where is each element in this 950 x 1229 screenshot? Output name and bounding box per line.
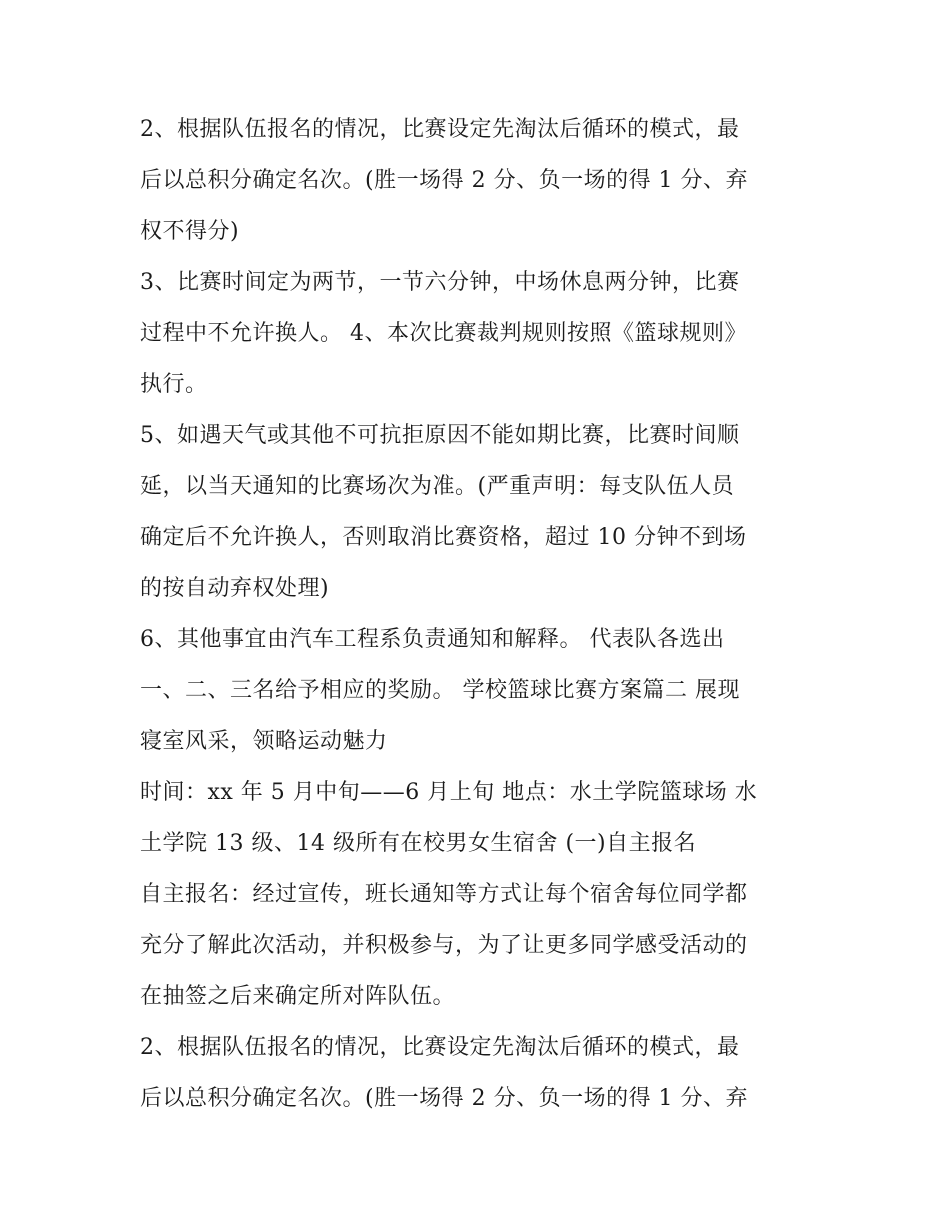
text-line: 执行。 [140,372,208,397]
text-line: 3、比赛时间定为两节，一节六分钟，中场休息两分钟，比赛 [140,270,740,295]
text-line: 6、其他事宜由汽车工程系负责通知和解释。 代表队各选出 [140,627,725,652]
paragraph-5 [140,410,820,614]
text-line: 权不得分) [140,219,240,244]
text-line: 土学院 13 级、14 级所有在校男女生宿舍 (一)自主报名 [140,831,697,856]
paragraph-time-location [140,767,820,869]
paragraph-6 [140,614,820,767]
text-line: 一、二、三名给予相应的奖励。 学校篮球比赛方案篇二 展现 [140,678,740,703]
text-line: 在抽签之后来确定所对阵队伍。 [140,984,456,1009]
text-line: 寝室风采，领略运动魅力 [140,729,388,754]
text-line: 后以总积分确定名次。(胜一场得 2 分、负一场的得 1 分、弃 [140,1086,749,1111]
paragraph-2 [140,104,820,257]
text-line: 5、如遇天气或其他不可抗拒原因不能如期比赛，比赛时间顺 [140,423,740,448]
paragraph-registration [140,869,820,1022]
text-line: 确定后不允许换人，否则取消比赛资格，超过 10 分钟不到场 [140,525,747,550]
text-line: 充分了解此次活动，并积极参与，为了让更多同学感受活动的 [140,933,748,958]
text-line: 时间：xx 年 5 月中旬——6 月上旬 地点：水土学院篮球场 水 [140,780,758,805]
text-line: 自主报名：经过宣传，班长通知等方式让每个宿舍每位同学都 [140,882,748,907]
paragraph-3 [140,257,820,410]
document-body [140,104,820,1124]
text-line: 2、根据队伍报名的情况，比赛设定先淘汰后循环的模式，最 [140,1035,740,1060]
text-line: 2、根据队伍报名的情况，比赛设定先淘汰后循环的模式，最 [140,117,740,142]
paragraph-2-repeat [140,1022,820,1124]
text-line: 后以总积分确定名次。(胜一场得 2 分、负一场的得 1 分、弃 [140,168,749,193]
text-line: 延，以当天通知的比赛场次为准。(严重声明：每支队伍人员 [140,474,735,499]
text-line: 的按自动弃权处理) [140,576,330,601]
text-line: 过程中不允许换人。 4、本次比赛裁判规则按照《篮球规则》 [140,321,747,346]
